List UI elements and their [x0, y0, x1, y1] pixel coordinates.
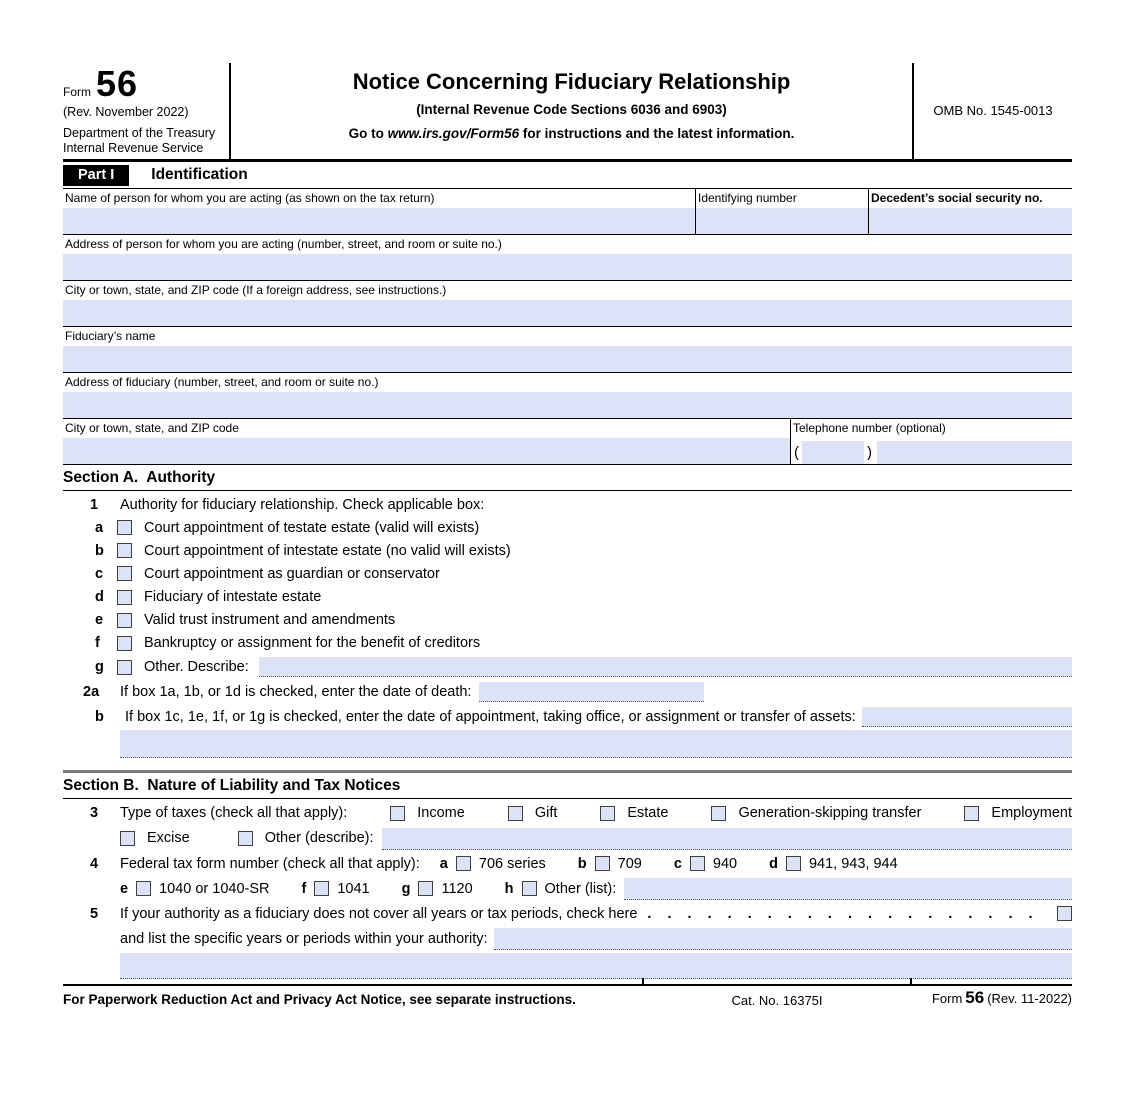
checkbox-gift[interactable] — [508, 806, 523, 821]
form-1120-label: 1120 — [441, 880, 473, 897]
checkbox-709[interactable] — [595, 856, 610, 871]
instructions-line — [241, 126, 902, 141]
tax-employment-label: Employment — [991, 805, 1072, 822]
form-header — [63, 63, 1072, 162]
paperwork-notice: For Paperwork Reduction Act and Privacy Act Notice, see separate instructions. — [63, 991, 576, 1007]
form-word: Form — [63, 85, 91, 99]
item-4b-letter: b — [577, 855, 587, 872]
item-2b-text: If box 1c, 1e, 1f, or 1g is checked, enter the date of appointment, taking office, or assignment or transfer of assets: — [125, 709, 856, 726]
item-5 — [63, 905, 1072, 923]
item-2b-continuation — [120, 730, 1072, 758]
item-3-line2 — [63, 828, 1072, 850]
section-b-heading: Section B. Nature of Liability and Tax Notices — [63, 773, 1072, 799]
item-1 — [63, 496, 1072, 514]
item-1d-letter: d — [95, 589, 104, 605]
item-2b — [63, 707, 1072, 727]
checkbox-1e[interactable] — [117, 613, 132, 628]
date-of-appointment-continued-input[interactable] — [120, 730, 1072, 758]
checkbox-706-series[interactable] — [456, 856, 471, 871]
footer-form-word: Form — [931, 990, 963, 1006]
form-709-label: 709 — [617, 855, 642, 872]
form-1041-label: 1041 — [337, 880, 370, 897]
checkbox-authority-limited[interactable] — [1057, 906, 1072, 921]
checkbox-940[interactable] — [690, 856, 705, 871]
cell-telephone — [790, 419, 1072, 464]
cell-fiduciary-city — [63, 419, 790, 464]
checkbox-excise[interactable] — [120, 831, 135, 846]
fiduciary-city-label: City or town, state, and ZIP code — [65, 420, 239, 435]
row-fiduciary-address — [63, 373, 1072, 419]
item-1f-label: Bankruptcy or assignment for the benefit of creditors — [144, 635, 481, 652]
form-other-label: Other (list): — [544, 880, 617, 897]
checkbox-1d[interactable] — [117, 590, 132, 605]
cell-identifying-number — [695, 189, 868, 234]
tax-other-describe-input[interactable] — [382, 828, 1072, 850]
item-1c — [63, 565, 1072, 583]
checkbox-1b[interactable] — [117, 543, 132, 558]
row-person-address — [63, 235, 1072, 281]
item-1b-letter: b — [95, 542, 104, 559]
item-1a-label: Court appointment of testate estate (valid will exists) — [144, 519, 480, 536]
item-2a — [63, 682, 1072, 702]
form-subtitle: (Internal Revenue Code Sections 6036 and 6903) — [416, 102, 727, 117]
department-line1: Department of the Treasury — [63, 126, 216, 140]
item-1e-letter: e — [95, 612, 104, 629]
item-3-number: 3 — [90, 805, 99, 822]
form-941-label: 941, 943, 944 — [808, 855, 898, 872]
checkbox-1120[interactable] — [418, 881, 433, 896]
item-2b-letter: b — [95, 709, 104, 726]
specific-years-input[interactable] — [494, 928, 1072, 950]
person-name-input[interactable] — [63, 208, 695, 234]
item-1d-label: Fiduciary of intestate estate — [144, 589, 322, 605]
item-4g-letter: g — [401, 880, 411, 897]
form-940-label: 940 — [712, 855, 738, 872]
item-1g — [63, 657, 1072, 677]
item-1-text: Authority for fiduciary relationship. Check applicable box: — [120, 496, 485, 513]
person-address-label: Address of person for whom you are acting (number, street, and room or suite no.) — [65, 236, 502, 251]
item-1a — [63, 519, 1072, 537]
tax-excise-label: Excise — [147, 830, 190, 847]
item-1-number: 1 — [90, 496, 99, 513]
area-code-input[interactable] — [802, 441, 864, 464]
form-706-label: 706 series — [478, 855, 546, 872]
form-identity-block — [63, 63, 229, 159]
item-4e-letter: e — [120, 880, 129, 897]
form-1040-label: 1040 or 1040-SR — [159, 880, 270, 897]
tax-estate-label: Estate — [627, 805, 669, 822]
checkbox-estate[interactable] — [600, 806, 615, 821]
part1-title: Identification — [151, 166, 248, 183]
part1-badge: Part I — [63, 165, 129, 186]
checkbox-form-other[interactable] — [522, 881, 537, 896]
item-5-number: 5 — [90, 905, 99, 922]
form-56-page — [63, 63, 1072, 1010]
footer-form-reference — [932, 989, 1072, 1006]
item-5-line2 — [63, 928, 1072, 950]
date-of-death-input[interactable] — [479, 682, 704, 702]
paren-close: ) — [867, 443, 872, 461]
row-person-city — [63, 281, 1072, 327]
paren-open: ( — [794, 443, 799, 461]
checkbox-941-943-944[interactable] — [786, 856, 801, 871]
form-title: Notice Concerning Fiduciary Relationship — [352, 69, 791, 94]
goto-suffix: for instructions and the latest information. — [519, 126, 795, 141]
item-2a-number: 2a — [83, 684, 100, 701]
item-1d — [63, 588, 1072, 606]
checkbox-generation-skipping[interactable] — [711, 806, 726, 821]
tax-other-label: Other (describe): — [264, 830, 374, 847]
item-5-continuation — [120, 953, 1072, 979]
decedent-ssn-input[interactable] — [869, 208, 1072, 234]
tax-gift-label: Gift — [534, 805, 558, 822]
item-1c-letter: c — [95, 565, 104, 582]
checkbox-income[interactable] — [390, 806, 405, 821]
telephone-label: Telephone number (optional) — [793, 420, 946, 435]
checkbox-1a[interactable] — [117, 520, 132, 535]
item-1c-label: Court appointment as guardian or conservator — [144, 565, 440, 582]
item-2a-text: If box 1a, 1b, or 1d is checked, enter the date of death: — [120, 684, 472, 701]
fiduciary-name-label: Fiduciary’s name — [65, 328, 156, 343]
person-city-label: City or town, state, and ZIP code (If a foreign address, see instructions.) — [65, 282, 447, 297]
item-5-text: If your authority as a fiduciary does not cover all years or tax periods, check here — [120, 905, 638, 922]
item-1f-letter: f — [95, 635, 100, 652]
person-address-input[interactable] — [63, 254, 1072, 280]
tax-income-label: Income — [417, 805, 465, 822]
form-footer — [63, 984, 1072, 1010]
person-name-label: Name of person for whom you are acting (as shown on the tax return) — [65, 190, 435, 205]
date-of-appointment-input[interactable] — [862, 707, 1072, 727]
row-fiduciary-name — [63, 327, 1072, 373]
decedent-ssn-label: Decedent’s social security no. — [871, 190, 1043, 205]
dot-leaders: . . . . . . . . . . . . . . . . . . . . — [647, 905, 1033, 922]
irs-url-link[interactable]: www.irs.gov/Form56 — [387, 126, 520, 141]
section-a-heading: Section A. Authority — [63, 465, 1072, 491]
item-4d-letter: d — [769, 855, 778, 872]
tax-gst-label: Generation-skipping transfer — [738, 805, 922, 822]
item-1g-letter: g — [95, 659, 104, 676]
checkbox-1f[interactable] — [117, 636, 132, 651]
item-3 — [63, 804, 1072, 822]
footer-revision: (Rev. 11-2022) — [987, 990, 1072, 1006]
omb-number: OMB No. 1545-0013 — [912, 63, 1072, 159]
checkbox-1041[interactable] — [314, 881, 329, 896]
item-4 — [63, 855, 1072, 873]
row-name-idnum-ssn — [63, 189, 1072, 235]
form-number: 56 — [96, 63, 139, 104]
fiduciary-address-input[interactable] — [63, 392, 1072, 418]
item-4-label: Federal tax form number (check all that apply): — [120, 855, 420, 872]
identifying-number-label: Identifying number — [698, 190, 797, 205]
item-1b-label: Court appointment of intestate estate (no valid will exists) — [144, 542, 511, 559]
item-1e-label: Valid trust instrument and amendments — [144, 612, 396, 629]
part1-header — [63, 165, 1072, 189]
item-1b — [63, 542, 1072, 560]
item-4f-letter: f — [301, 880, 307, 897]
item-4h-letter: h — [504, 880, 514, 897]
checkbox-tax-other[interactable] — [238, 831, 253, 846]
checkbox-1c[interactable] — [117, 566, 132, 581]
fiduciary-address-label: Address of fiduciary (number, street, and room or suite no.) — [65, 374, 379, 389]
item-4-number: 4 — [90, 855, 99, 872]
row-fiduciary-city-phone — [63, 419, 1072, 465]
form-other-list-input[interactable] — [624, 878, 1072, 900]
catalog-number: Cat. No. 16375I — [731, 992, 823, 1008]
footer-form-number: 56 — [965, 987, 985, 1007]
phone-number-input[interactable] — [877, 441, 1072, 464]
cell-person-name — [63, 189, 695, 234]
item-1g-label: Other. Describe: — [144, 659, 249, 676]
item-3-label: Type of taxes (check all that apply): — [120, 805, 348, 822]
footer-divider-tick — [910, 978, 912, 986]
fiduciary-name-input[interactable] — [63, 346, 1072, 372]
footer-divider-tick — [642, 978, 644, 986]
revision-date: (Rev. November 2022) — [63, 105, 189, 119]
item-1a-letter: a — [95, 519, 104, 536]
item-1e — [63, 611, 1072, 629]
checkbox-1040[interactable] — [136, 881, 151, 896]
checkbox-employment[interactable] — [964, 806, 979, 821]
identifying-number-input[interactable] — [696, 208, 868, 234]
goto-prefix: Go to — [348, 126, 388, 141]
item-4a-letter: a — [439, 855, 448, 872]
department-line2: Internal Revenue Service — [63, 140, 204, 155]
specific-years-continued-input[interactable] — [120, 953, 1072, 979]
checkbox-1g[interactable] — [117, 660, 132, 675]
person-city-input[interactable] — [63, 300, 1072, 326]
item-4c-letter: c — [673, 855, 682, 872]
item-5-line2-text: and list the specific years or periods within your authority: — [120, 930, 488, 947]
item-4-line2 — [63, 878, 1072, 900]
cell-decedent-ssn — [868, 189, 1072, 234]
item-1f — [63, 634, 1072, 652]
other-describe-input[interactable] — [259, 657, 1072, 677]
fiduciary-city-input[interactable] — [63, 438, 790, 464]
form-title-block — [229, 63, 912, 159]
